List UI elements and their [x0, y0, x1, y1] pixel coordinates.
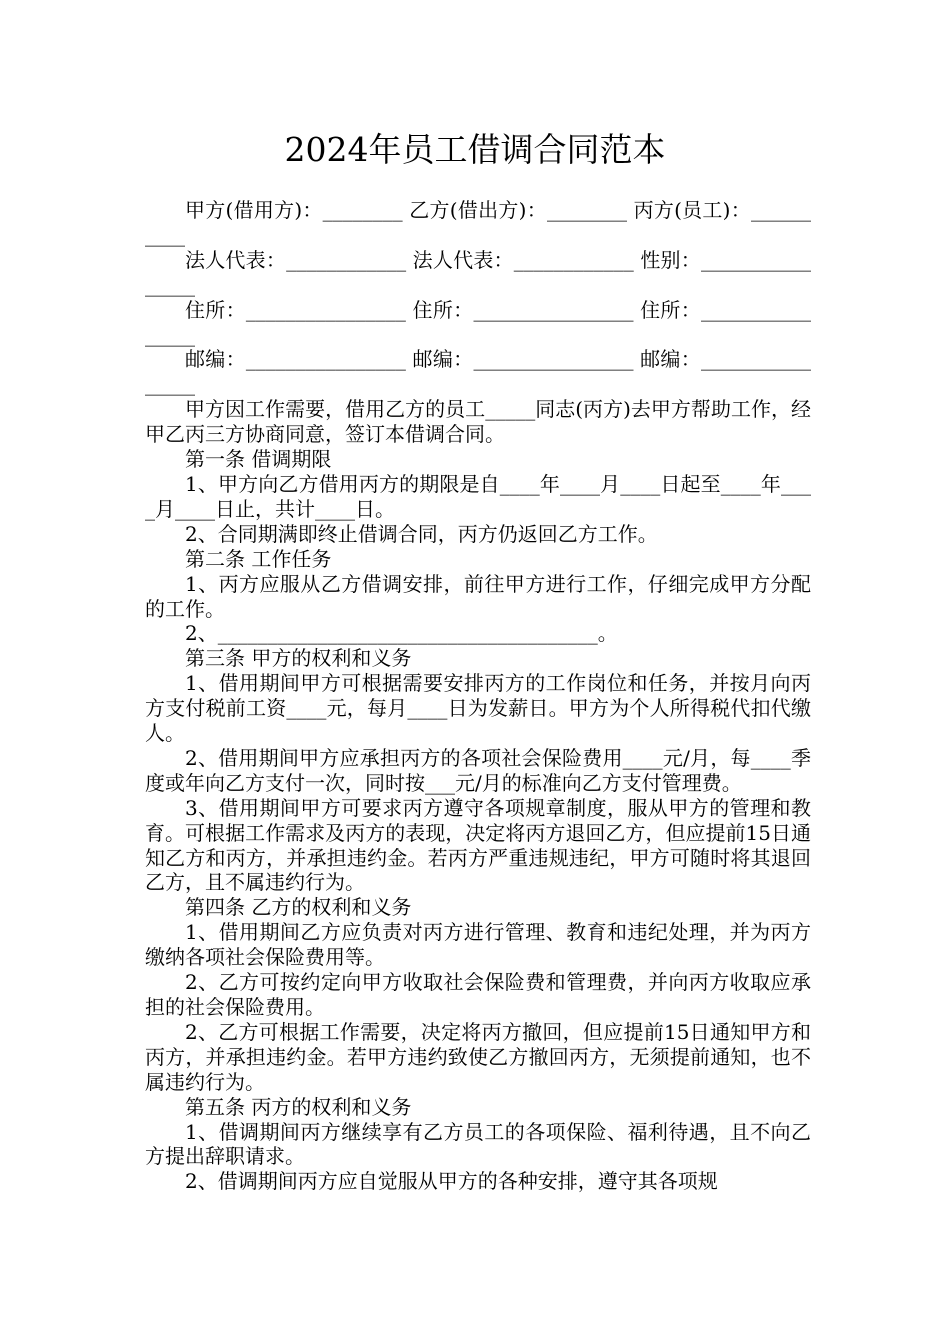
article-5-item-1: 1、借调期间丙方继续享有乙方员工的各项保险、福利待遇，且不向乙方提出辞职请求。	[145, 1119, 811, 1169]
article-2-item-2: 2、______________________________________。	[185, 621, 618, 646]
article-2-item-1: 1、丙方应服从乙方借调安排，前往甲方进行工作，仔细完成甲方分配的工作。	[145, 571, 811, 621]
article-4-item-2: 2、乙方可按约定向甲方收取社会保险费和管理费，并向丙方收取应承担的社会保险费用。	[145, 970, 811, 1019]
article-3-item-1: 1、借用期间甲方可根据需要安排丙方的工作岗位和任务，并按月向丙方支付税前工资____元，每月____日为发薪日。甲方为个人所得税代扣代缴人。	[145, 671, 811, 746]
contract-body	[145, 198, 811, 1194]
article-4-heading: 第四条 乙方的权利和义务	[185, 895, 412, 920]
article-1-heading: 第一条 借调期限	[185, 447, 332, 472]
article-4-item-1: 1、借用期间乙方应负责对丙方进行管理、教育和违纪处理，并为丙方缴纳各项社会保险费用等。	[145, 920, 811, 970]
article-5-heading: 第五条 丙方的权利和义务	[185, 1094, 412, 1119]
article-3-item-3: 3、借用期间甲方可要求丙方遵守各项规章制度，服从甲方的管理和教育。可根据工作需求及丙方的表现，决定将丙方退回乙方，但应提前15日通知乙方和丙方，并承担违约金。若丙方严重违规违纪，甲方可随时将其退回乙方，且不属违约行为。	[145, 795, 811, 895]
party-postcode-line: 邮编：________________ 邮编：________________ 邮编：________________	[145, 347, 811, 397]
party-representative-line: 法人代表：____________ 法人代表：____________ 性别：________________	[145, 247, 811, 297]
article-1-item-1: 1、甲方向乙方借用丙方的期限是自____年____月____日起至____年____月____日止，共计____日。	[145, 471, 811, 521]
document-title: 2024年员工借调合同范本	[284, 130, 666, 169]
preamble-paragraph: 甲方因工作需要，借用乙方的员工_____同志(丙方)去甲方帮助工作，经甲乙丙三方协商同意，签订本借调合同。	[145, 397, 811, 447]
article-3-heading: 第三条 甲方的权利和义务	[185, 646, 412, 671]
article-3-item-2: 2、借用期间甲方应承担丙方的各项社会保险费用____元/月，每____季度或年向乙方支付一次，同时按___元/月的标准向乙方支付管理费。	[145, 745, 811, 795]
party-names-line: 甲方(借用方)：________ 乙方(借出方)：________ 丙方(员工)：__________	[145, 198, 811, 247]
article-5-item-2: 2、借调期间丙方应自觉服从甲方的各种安排，遵守其各项规	[185, 1169, 718, 1194]
article-4-item-3: 2、乙方可根据工作需要，决定将丙方撤回，但应提前15日通知甲方和丙方，并承担违约金。若甲方违约致使乙方撤回丙方，无须提前通知，也不属违约行为。	[145, 1019, 811, 1094]
article-1-item-2: 2、合同期满即终止借调合同，丙方仍返回乙方工作。	[185, 521, 658, 546]
article-2-heading: 第二条 工作任务	[185, 546, 332, 571]
party-address-line: 住所：________________ 住所：________________ 住所：________________	[145, 297, 811, 347]
